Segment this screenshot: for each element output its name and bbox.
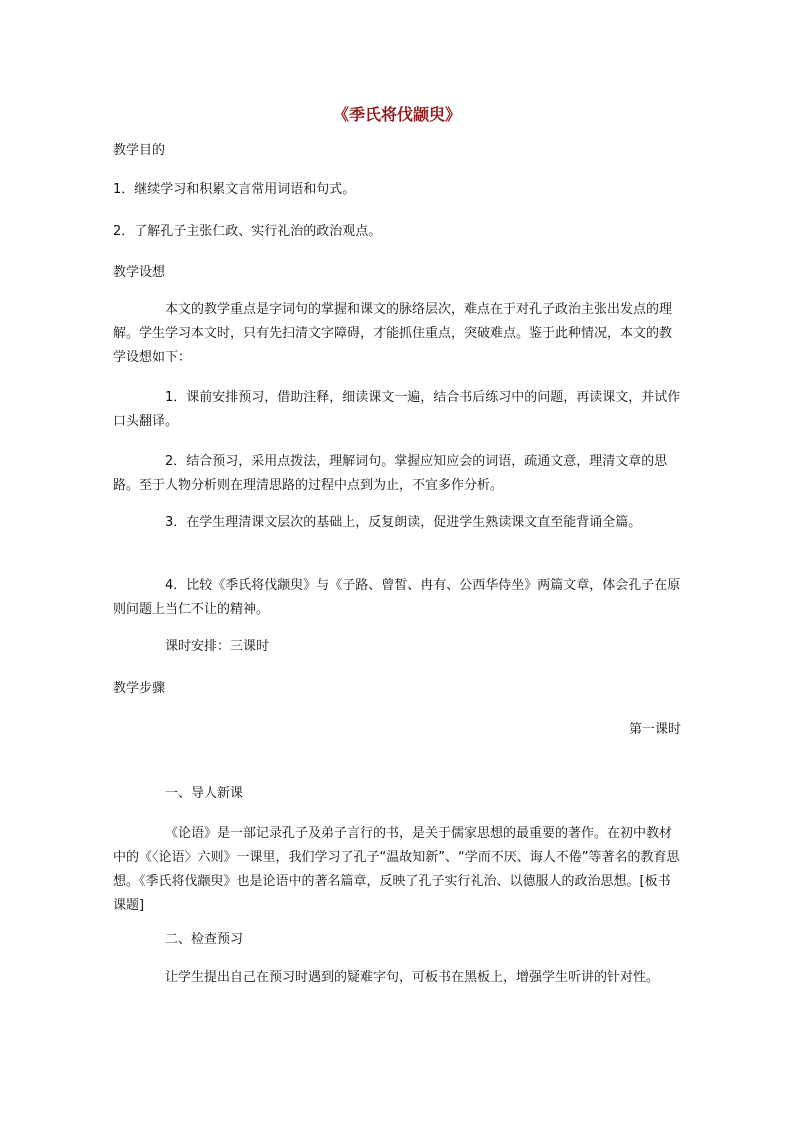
design-item-3: 3．在学生理清课文层次的基础上，反复朗读，促进学生熟读课文直至能背诵全篇。 bbox=[165, 515, 642, 530]
goal-item-2: 2．了解孔子主张仁政、实行礼治的政治观点。 bbox=[113, 224, 382, 239]
design-item-2: 2．结合预习，采用点拨法，理解词句。掌握应知应会的词语，疏通文意，理清文章的思路。至于人物分析则在理清思路的过程中点到为止，不宜多作分析。 bbox=[113, 454, 668, 493]
section-heading-design: 教学设想 bbox=[113, 265, 166, 280]
document-title: 《季氏将伐颛臾》 bbox=[332, 105, 461, 124]
schedule-line: 课时安排：三课时 bbox=[165, 639, 270, 654]
step-1-paragraph: 《论语》是一部记录孔子及弟子言行的书，是关于儒家思想的最重要的著作。在初中教材中的《〈论语〉六则》一课里，我们学习了孔子“温故知新”、“学而不厌、诲人不倦”等著名的教育思想。《季氏将伐颛臾》也是论语中的著名篇章，反映了孔子实行礼治、以德服人的政治思想。[板书课题] bbox=[113, 826, 680, 913]
goal-item-1: 1．继续学习和积累文言常用词语和句式。 bbox=[113, 182, 356, 197]
section-heading-goals: 教学目的 bbox=[113, 143, 166, 158]
design-item-1: 1．课前安排预习，借助注释，细读课文一遍，结合书后练习中的问题，再读课文，并试作口头翻译。 bbox=[113, 390, 681, 429]
step-2-heading: 二、检查预习 bbox=[165, 932, 244, 947]
section-heading-steps: 教学步骤 bbox=[113, 681, 166, 696]
step-1-heading: 一、导人新课 bbox=[165, 786, 244, 801]
step-2-paragraph: 让学生提出自己在预习时遇到的疑难字句，可板书在黑板上，增强学生听讲的针对性。 bbox=[165, 970, 660, 985]
document-page bbox=[113, 0, 681, 1123]
design-item-4: 4．比较《季氏将伐颛臾》与《子路、曾皙、冉有、公西华侍坐》两篇文章，体会孔子在原则问题上当仁不让的精神。 bbox=[113, 578, 681, 617]
lesson-label: 第一课时 bbox=[628, 722, 681, 737]
design-intro-paragraph: 本文的教学重点是字词句的掌握和课文的脉络层次，难点在于对孔子政治主张出发点的理解。学生学习本文时，只有先扫清文字障碍，才能抓住重点，突破难点。鉴于此种情况，本文的教学设想如下： bbox=[113, 302, 673, 365]
